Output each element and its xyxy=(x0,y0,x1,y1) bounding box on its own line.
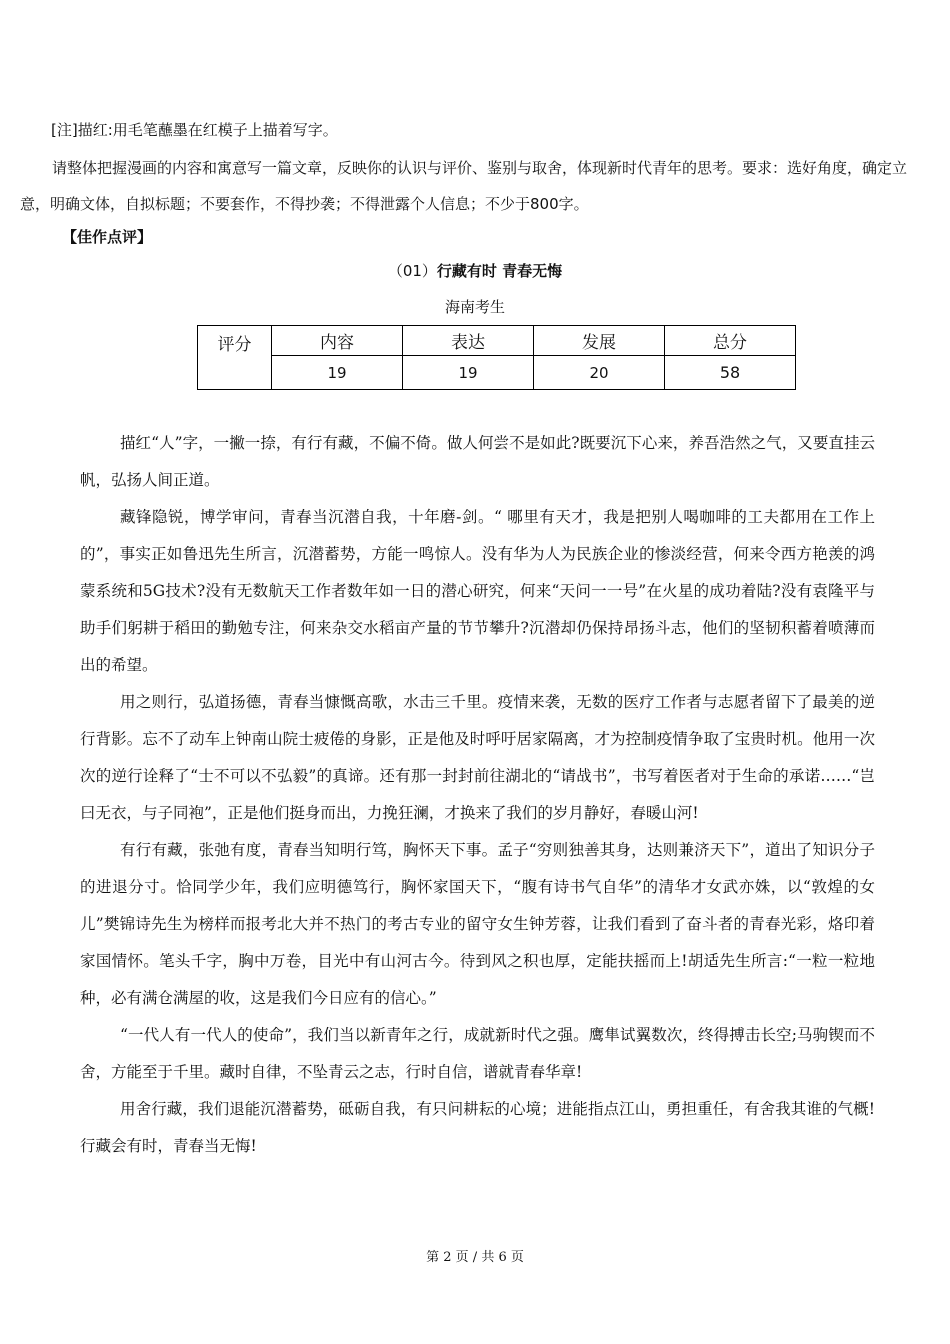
essay-title-text: 行藏有时 青春无悔 xyxy=(436,262,563,280)
score-value-development: 20 xyxy=(534,356,665,390)
score-value-total: 58 xyxy=(665,356,796,390)
score-header-total: 总分 xyxy=(665,326,796,356)
essay-paragraph: 用之则行，弘道扬德，青春当慷慨高歌，水击三千里。疫情来袭，无数的医疗工作者与志愿者留下了最美的逆行背影。忘不了动车上钟南山院士疲倦的身影，正是他及时呼吁居家隔离，才为控制疫情争取了宝贵时机。他用一次次的逆行诠释了“士不可以不弘毅”的真谛。还有那一封封前往湖北的“请战书”，书写着医者对于生命的承诺……“岂曰无衣，与子同袍”，正是他们挺身而出，力挽狂澜，才换来了我们的岁月静好，春暖山河! xyxy=(80,693,875,822)
essay-paragraph: 有行有藏，张弛有度，青春当知明行笃，胸怀天下事。孟子“穷则独善其身，达则兼济天下”，道出了知识分子的进退分寸。恰同学少年，我们应明德笃行，胸怀家国天下，“腹有诗书气自华”的清华才女武亦姝，以“敦煌的女儿”樊锦诗先生为榜样而报考北大并不热门的考古专业的留守女生钟芳蓉，让我们看到了奋斗者的青春光彩，烙印着家国情怀。笔头千字，胸中万卷，目光中有山河古今。待到风之积也厚，定能扶摇而上!胡适先生所言:“一粒一粒地种，必有满仓满屋的收，这是我们今日应有的信心。” xyxy=(80,841,875,1007)
score-value-content: 19 xyxy=(272,356,403,390)
score-row-label: 评分 xyxy=(198,326,272,390)
score-header-content: 内容 xyxy=(272,326,403,356)
essay-paragraph: “一代人有一代人的使命”，我们当以新青年之行，成就新时代之强。鹰隼试翼数次，终得搏击长空;马驹锲而不舍，方能至于千里。藏时自律，不坠青云之志，行时自信，谱就青春华章! xyxy=(80,1026,875,1081)
page-footer: 第 2 页 / 共 6 页 xyxy=(426,1250,524,1265)
essay-body xyxy=(80,425,875,1165)
essay-paragraph: 用舍行藏，我们退能沉潜蓄势，砥砺自我，有只问耕耘的心境；进能指点江山，勇担重任，有舍我其谁的气概!行藏会有时，青春当无悔! xyxy=(80,1100,875,1155)
score-table xyxy=(197,325,796,390)
essay-paragraph: 描红“人”字，一撇一捺，有行有藏，不偏不倚。做人何尝不是如此?既要沉下心来，养吾浩然之气，又要直挂云帆，弘扬人间正道。 xyxy=(80,434,875,489)
score-table-header-row xyxy=(198,326,796,356)
essay-number: （01） xyxy=(387,262,437,280)
essay-author: 海南考生 xyxy=(444,298,505,316)
score-header-expression: 表达 xyxy=(403,326,534,356)
score-value-expression: 19 xyxy=(403,356,534,390)
section-heading: 【佳作点评】 xyxy=(62,228,153,246)
annotation-note: [注]描红:用毛笔蘸墨在红模子上描着写字。 xyxy=(51,121,338,139)
score-table-value-row xyxy=(198,356,796,390)
writing-prompt: 请整体把握漫画的内容和寓意写一篇文章，反映你的认识与评价、鉴别与取舍，体现新时代青年的思考。要求：选好角度，确定立意，明确文体，自拟标题；不要套作，不得抄袭；不得泄露个人信息；不少于800字。 xyxy=(20,159,908,213)
essay-title xyxy=(0,260,950,281)
essay-paragraph: 藏锋隐锐，博学审问，青春当沉潜自我，十年磨-剑。“ 哪里有天才，我是把别人喝咖啡的工夫都用在工作上的”，事实正如鲁迅先生所言，沉潜蓄势，方能一鸣惊人。没有华为人为民族企业的惨淡经营，何来令西方艳羡的鸿蒙系统和5G技术?没有无数航天工作者数年如一日的潜心研究，何来“天问一一号”在火星的成功着陆?没有袁隆平与助手们躬耕于稻田的勤勉专注，何来杂交水稻亩产量的节节攀升?沉潜却仍保持昂扬斗志，他们的坚韧积蓄着喷薄而出的希望。 xyxy=(80,508,875,674)
score-header-development: 发展 xyxy=(534,326,665,356)
